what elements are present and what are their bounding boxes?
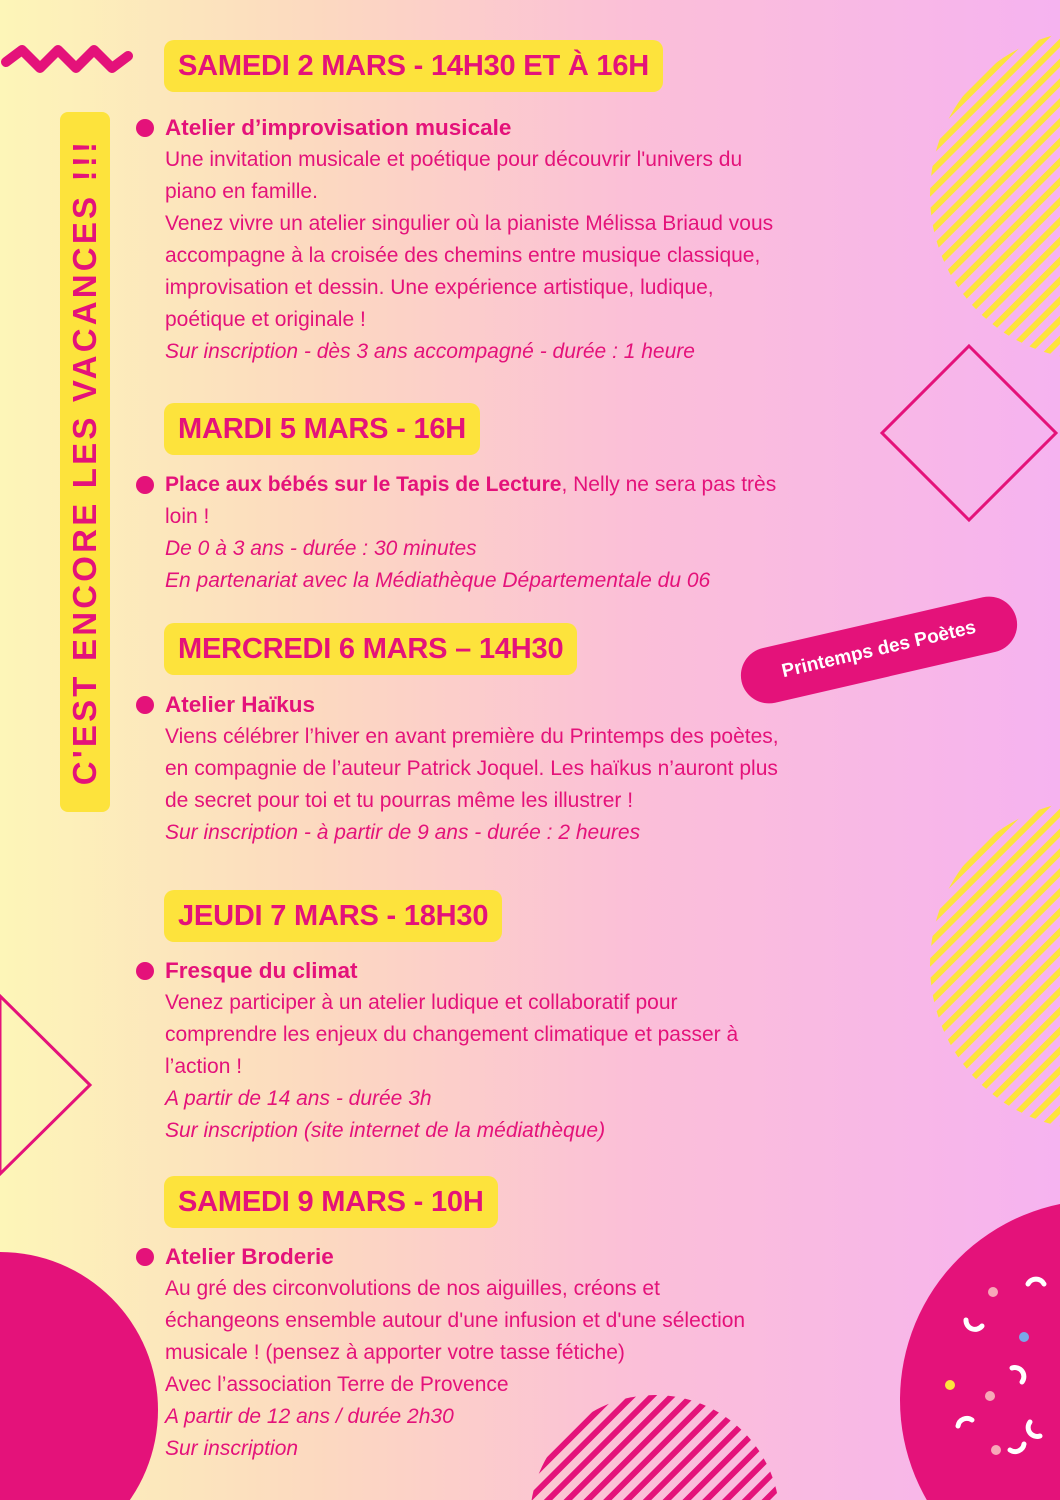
event-date-5: SAMEDI 9 MARS - 10H [164, 1176, 498, 1228]
event-1 [136, 112, 876, 368]
event-note: De 0 à 3 ans - durée : 30 minutes [165, 537, 477, 560]
diamond-outline-left [0, 990, 95, 1180]
confetti-circle-bottom-right [900, 1200, 1060, 1500]
event-line: Avec l’association Terre de Provence [165, 1373, 509, 1396]
event-note: Sur inscription (site internet de la médiathèque) [165, 1119, 606, 1142]
event-line: musicale ! (pensez à apporter votre tasse fétiche) [165, 1341, 625, 1364]
diamond-outline-right [878, 342, 1060, 524]
event-note: Sur inscription [165, 1437, 299, 1460]
vacation-banner [32, 112, 128, 812]
event-note: A partir de 12 ans / durée 2h30 [165, 1405, 454, 1428]
zigzag-decoration [0, 40, 135, 80]
event-line: Venez vivre un atelier singulier où la pianiste Mélissa Briaud vous [165, 212, 774, 235]
event-line: Venez participer à un atelier ludique et collaboratif pour [165, 991, 678, 1014]
event-date-4: JEUDI 7 MARS - 18H30 [164, 890, 502, 942]
bullet-icon [136, 962, 154, 980]
event-title: Atelier Haïkus [165, 692, 316, 717]
event-title: Atelier Broderie [165, 1244, 334, 1269]
event-date-1: SAMEDI 2 MARS - 14H30 ET À 16H [164, 40, 663, 92]
event-line: piano en famille. [165, 180, 318, 203]
striped-circle-top-right [930, 30, 1060, 360]
event-line: loin ! [165, 505, 210, 528]
bullet-icon [136, 696, 154, 714]
event-note: Sur inscription - dès 3 ans accompagné - durée : 1 heure [165, 340, 695, 363]
event-5 [136, 1241, 876, 1465]
striped-circle-mid-right [930, 800, 1060, 1130]
bullet-icon [136, 476, 154, 494]
event-title: Fresque du climat [165, 958, 358, 983]
event-note: En partenariat avec la Médiathèque Départementale du 06 [165, 569, 711, 592]
event-3 [136, 689, 876, 849]
vacation-banner-text: C'EST ENCORE LES VACANCES !!! [66, 138, 103, 786]
event-line: poétique et originale ! [165, 308, 366, 331]
event-line: Viens célébrer l’hiver en avant première du Printemps des poètes, [165, 725, 779, 748]
event-line: Au gré des circonvolutions de nos aiguilles, créons et [165, 1277, 660, 1300]
event-title: Place aux bébés sur le Tapis de Lecture [165, 473, 562, 496]
event-line: en compagnie de l’auteur Patrick Joquel. Les haïkus n’auront plus [165, 757, 778, 780]
event-date-3: MERCREDI 6 MARS – 14H30 [164, 623, 577, 675]
event-2 [136, 469, 876, 597]
event-line: échangeons ensemble autour d'une infusion et d'une sélection [165, 1309, 746, 1332]
bullet-icon [136, 119, 154, 137]
event-note: Sur inscription - à partir de 9 ans - durée : 2 heures [165, 821, 641, 844]
event-line: de secret pour toi et tu pourras même les illustrer ! [165, 789, 634, 812]
bullet-icon [136, 1248, 154, 1266]
event-note: A partir de 14 ans - durée 3h [165, 1087, 432, 1110]
event-title: Atelier d’improvisation musicale [165, 115, 512, 140]
printemps-des-poetes-badge: Printemps des Poètes [735, 591, 1022, 709]
event-line: Une invitation musicale et poétique pour découvrir l'univers du [165, 148, 743, 171]
event-date-2: MARDI 5 MARS - 16H [164, 403, 480, 455]
event-line: accompagne à la croisée des chemins entre musique classique, [165, 244, 761, 267]
event-line: comprendre les enjeux du changement climatique et passer à [165, 1023, 739, 1046]
event-title-line [165, 469, 905, 501]
event-title-suffix: , Nelly ne sera pas très [561, 473, 777, 496]
event-line: improvisation et dessin. Une expérience artistique, ludique, [165, 276, 714, 299]
event-line: l’action ! [165, 1055, 243, 1078]
event-4 [136, 955, 876, 1147]
